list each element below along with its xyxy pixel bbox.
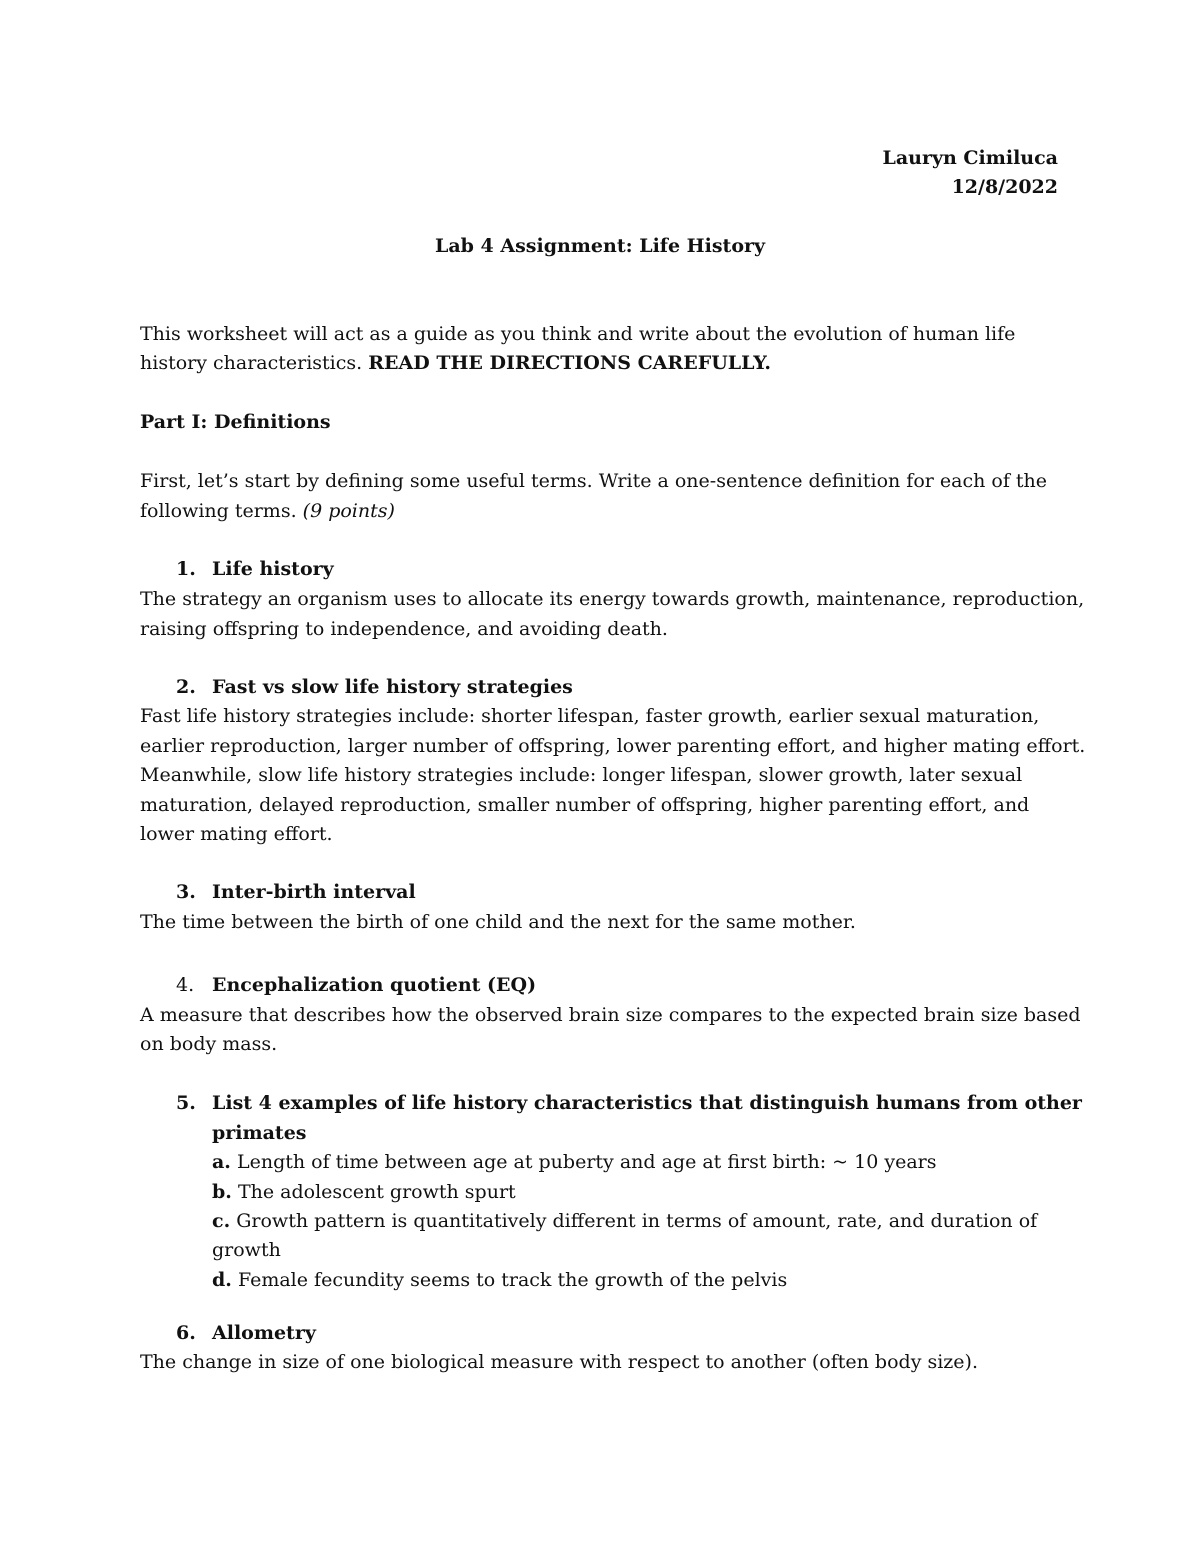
term-label: List 4 examples of life history characteristics that distinguish humans from other (212, 1092, 1082, 1114)
term-label: Life history (212, 558, 334, 580)
definition-line: The time between the birth of one child and the next for the same mother. (140, 911, 856, 933)
points-note: (9 points) (302, 500, 395, 522)
example-text: Female fecundity seems to track the growth of the pelvis (231, 1269, 788, 1291)
definition-line: maturation, delayed reproduction, smaller number of offspring, higher parenting effort, and (140, 794, 1030, 816)
definition-line: lower mating effort. (140, 823, 333, 845)
example-item (212, 1206, 1072, 1236)
item-number: 3. (176, 881, 196, 903)
item-number: 1. (176, 558, 196, 580)
item-number: 6. (176, 1322, 196, 1344)
item-number: 2. (176, 676, 196, 698)
instructions-line-2 (140, 496, 1070, 526)
definition-line: on body mass. (140, 1033, 278, 1055)
definition-line: Meanwhile, slow life history strategies include: longer lifespan, slower growth, later sexual (140, 764, 1023, 786)
instructions-line-1: First, let’s start by defining some useful terms. Write a one-sentence definition for each of the (140, 470, 1048, 492)
item-number: 5. (176, 1092, 196, 1114)
assignment-date: 12/8/2022 (951, 176, 1058, 198)
term-heading (176, 1088, 1106, 1118)
term-heading (176, 1318, 1106, 1348)
intro-line-1: This worksheet will act as a guide as you think and write about the evolution of human life (140, 323, 1016, 345)
instructions-text: following terms. (140, 500, 303, 522)
definition-line: The strategy an organism uses to allocate its energy towards growth, maintenance, reproduction, (140, 588, 1085, 610)
example-letter: b. (212, 1181, 232, 1203)
example-letter: c. (212, 1210, 231, 1232)
term-label: Encephalization quotient (EQ) (212, 974, 537, 996)
definition-line: Fast life history strategies include: shorter lifespan, faster growth, earlier sexual maturation, (140, 705, 1040, 727)
example-letter: d. (212, 1269, 232, 1291)
example-item (212, 1147, 1072, 1177)
term-heading (176, 554, 1106, 584)
example-text: The adolescent growth spurt (231, 1181, 516, 1203)
term-heading (176, 970, 1106, 1000)
item-number: 4. (176, 974, 195, 996)
definition-line: earlier reproduction, larger number of offspring, lower parenting effort, and higher mating effort. (140, 735, 1086, 757)
page-title: Lab 4 Assignment: Life History (434, 235, 766, 257)
example-text: growth (212, 1239, 281, 1261)
term-heading (176, 672, 1106, 702)
definition-line: The change in size of one biological measure with respect to another (often body size). (140, 1351, 979, 1373)
term-label: Inter-birth interval (212, 881, 416, 903)
example-text: Growth pattern is quantitatively different in terms of amount, rate, and duration of (230, 1210, 1038, 1232)
term-heading (176, 877, 1106, 907)
term-label: Fast vs slow life history strategies (212, 676, 573, 698)
intro-line-2 (140, 348, 1070, 378)
example-letter: a. (212, 1151, 231, 1173)
term-label-continued: primates (212, 1122, 307, 1144)
definition-line: raising offspring to independence, and avoiding death. (140, 618, 668, 640)
intro-emphasis: READ THE DIRECTIONS CAREFULLY. (368, 352, 771, 374)
section-heading: Part I: Definitions (140, 411, 331, 433)
example-item (212, 1265, 1072, 1295)
author-name: Lauryn Cimiluca (882, 147, 1058, 169)
intro-text: history characteristics. (140, 352, 369, 374)
example-item-continued (212, 1235, 1072, 1265)
definition-line: A measure that describes how the observed brain size compares to the expected brain size based (140, 1004, 1081, 1026)
example-item (212, 1177, 1072, 1207)
example-text: Length of time between age at puberty and age at first birth: ~ 10 years (230, 1151, 937, 1173)
term-label: Allometry (212, 1322, 316, 1344)
